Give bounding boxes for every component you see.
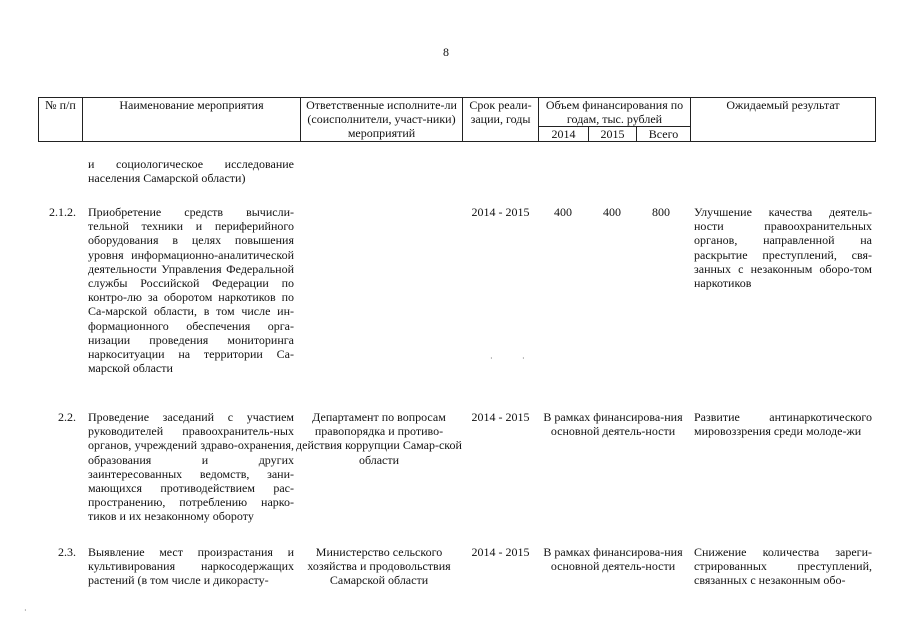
row-result: Снижение количества зареги-стрированных преступлений, связанных с незаконным обо- bbox=[694, 545, 872, 588]
row-term: 2014 - 2015 bbox=[471, 410, 530, 424]
header-financing: Объем финансирования по годам, тыс. рублей bbox=[539, 98, 691, 127]
header-num: № п/п bbox=[39, 98, 83, 142]
row-term: 2014 - 2015 bbox=[471, 205, 530, 219]
scan-speck: · bbox=[490, 354, 493, 363]
header-2014: 2014 bbox=[539, 127, 589, 142]
row-result: Развитие антинаркотического мировоззрения среди молоде-жи bbox=[694, 410, 872, 439]
scan-speck: · bbox=[522, 354, 525, 363]
row-name: Проведение заседаний с участием руководителей правоохранитель-ных органов, учреждений здраво-охранения, образования и других заинтересованных ведомств, зани-мающихся противодействием рас-пространению, потреблению нарко-тиков и их незаконному обороту bbox=[88, 410, 294, 524]
row-responsible: Министерство сельского хозяйства и продовольствия Самарской области bbox=[307, 545, 451, 588]
page-number: 8 bbox=[443, 45, 449, 59]
row-value-total: 800 bbox=[652, 205, 670, 219]
row-num: 2.3. bbox=[58, 545, 76, 559]
row-name: Выявление мест произрастания и культивирования наркосодержащих растений (в том числе и дикорасту- bbox=[88, 545, 294, 588]
row-num: 2.2. bbox=[58, 410, 76, 424]
row-result: Улучшение качества деятель-ности правоохранительных органов, направленной на раскрытие преступлений, свя-занных с незаконным оборо-том наркотиков bbox=[694, 205, 872, 291]
header-term: Срок реали-зации, годы bbox=[463, 98, 539, 142]
header-total: Всего bbox=[637, 127, 691, 142]
row-financing: В рамках финансирова-ния основной деятель-ности bbox=[543, 545, 683, 574]
continuation-text: и социологическое исследование населения Самарской области) bbox=[88, 157, 294, 186]
row-value-2015: 400 bbox=[603, 205, 621, 219]
table-header bbox=[38, 97, 876, 142]
header-2015: 2015 bbox=[589, 127, 637, 142]
scan-speck: · bbox=[24, 606, 27, 615]
row-term: 2014 - 2015 bbox=[471, 545, 530, 559]
row-responsible: Департамент по вопросам правопорядка и противо-действия коррупции Самар-ской области bbox=[296, 410, 462, 467]
row-name: Приобретение средств вычисли-тельной техники и периферийного оборудования в целях повышения уровня информационно-аналитической деятельности Управления Федеральной службы Российской Федерации по контро-лю за оборотом наркотиков по Са-марской области, в том числе ин-формационного обеспечения орга-низации проведения мониторинга наркоситуации на территории Са-марской области bbox=[88, 205, 294, 376]
row-num: 2.1.2. bbox=[49, 205, 76, 219]
header-result: Ожидаемый результат bbox=[691, 98, 876, 142]
header-name: Наименование мероприятия bbox=[83, 98, 301, 142]
row-value-2014: 400 bbox=[554, 205, 572, 219]
header-responsible: Ответственные исполните-ли (соисполнители, участ-ники) мероприятий bbox=[301, 98, 463, 142]
row-financing: В рамках финансирова-ния основной деятель-ности bbox=[543, 410, 683, 439]
